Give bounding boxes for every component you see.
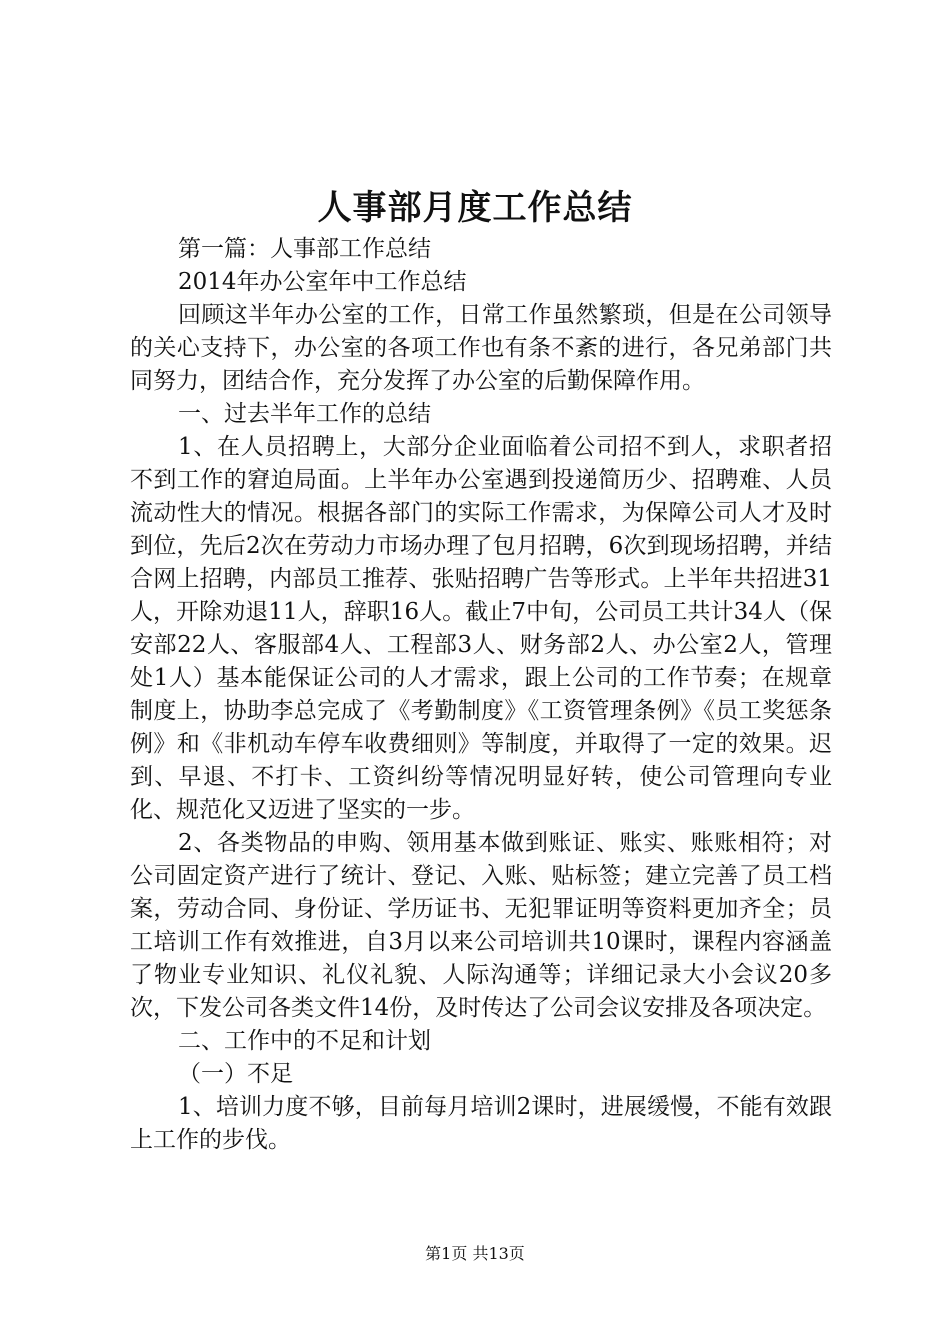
paragraph-intro: 回顾这半年办公室的工作，日常工作虽然繁琐，但是在公司领导的关心支持下，办公室的各项工作也有条不紊的进行，各兄弟部门共同努力，团结合作，充分发挥了办公室的后勤保障作用。 <box>130 302 832 394</box>
paragraph-recruitment: 1、在人员招聘上，大部分企业面临着公司招不到人，求职者招不到工作的窘迫局面。上半年办公室遇到投递简历少、招聘难、人员流动性大的情况。根据各部门的实际工作需求，为保障公司人才及时到位，先后2次在劳动力市场办理了包月招聘，6次到现场招聘，并结合网上招聘，内部员工推荐、张贴招聘广告等形式。上半年共招进31人，开除劝退11人，辞职16人。截止7中旬，公司员工共计34人（保安部22人、客服部4人、工程部3人、财务部2人、办公室2人，管理处1人）基本能保证公司的人才需求，跟上公司的工作节奏；在规章制度上，协助李总完成了《考勤制度》《工资管理条例》《员工奖惩条例》和《非机动车停车收费细则》等制度，并取得了一定的效果。迟到、早退、不打卡、工资纠纷等情况明显好转，使公司管理向专业化、规范化又迈进了坚实的一步。 <box>130 434 832 823</box>
paragraph-heading-plan: 二、工作中的不足和计划 <box>178 1028 431 1054</box>
paragraph-report-title: 2014年办公室年中工作总结 <box>178 269 467 295</box>
paragraph-admin-work: 2、各类物品的申购、领用基本做到账证、账实、账账相符；对公司固定资产进行了统计、登记、入账、贴标签；建立完善了员工档案，劳动合同、身份证、学历证书、无犯罪证明等资料更加齐全；员工培训工作有效推进，自3月以来公司培训共10课时，课程内容涵盖了物业专业知识、礼仪礼貌、人际沟通等；详细记录大小会议20多次，下发公司各类文件14份，及时传达了公司会议安排及各项决定。 <box>130 830 832 1021</box>
paragraph-heading-summary: 一、过去半年工作的总结 <box>178 401 431 427</box>
paragraph-training: 1、培训力度不够，目前每月培训2课时，进展缓慢，不能有效跟上工作的步伐。 <box>130 1094 832 1153</box>
page-footer: 第1页 共13页 <box>425 1244 525 1263</box>
paragraph-subheading-shortcomings: （一）不足 <box>178 1061 293 1087</box>
document-body <box>130 233 832 1157</box>
page-title: 人事部月度工作总结 <box>317 188 633 228</box>
paragraph-section-heading: 第一篇：人事部工作总结 <box>178 236 431 262</box>
